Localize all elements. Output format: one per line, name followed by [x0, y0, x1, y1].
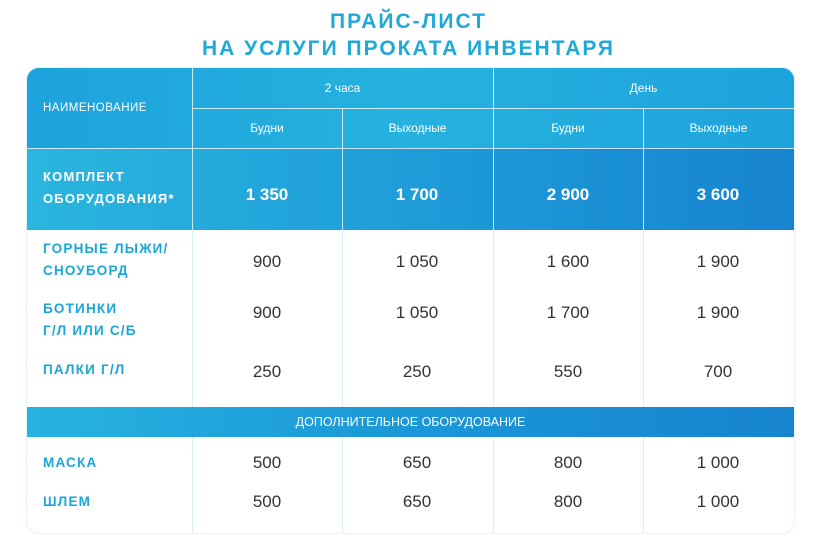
featured-price-weekend-2h: 1 700 — [395, 185, 439, 204]
body-divider — [342, 437, 343, 533]
table-cell-price: 1 000 — [696, 453, 740, 472]
header-divider — [192, 68, 193, 230]
table-cell-price: 650 — [402, 453, 432, 472]
price-table — [27, 68, 794, 533]
body-divider — [643, 437, 644, 533]
header-sub-weekday-2h: Будни — [250, 121, 284, 135]
featured-name-line-2: ОБОРУДОВАНИЯ* — [43, 191, 175, 206]
table-row-name — [43, 298, 137, 342]
header-sub-weekend-2h: Выходные — [388, 121, 447, 135]
header-sub-weekday-day: Будни — [551, 121, 585, 135]
table-cell-price: 1 700 — [546, 303, 590, 322]
table-cell-price: 1 900 — [696, 303, 740, 322]
row-name-line-1: БОТИНКИ — [43, 301, 118, 316]
title-line-2: НА УСЛУГИ ПРОКАТА ИНВЕНТАРЯ — [202, 37, 615, 60]
featured-price-weekday-2h: 1 350 — [245, 185, 289, 204]
header-group-day: День — [629, 81, 658, 95]
table-cell-price: 1 000 — [696, 492, 740, 511]
table-cell-price: 900 — [252, 303, 282, 322]
row-name-line-2: СНОУБОРД — [43, 263, 129, 278]
title-line-1: ПРАЙС-ЛИСТ — [330, 10, 487, 33]
table-cell-price: 500 — [252, 453, 282, 472]
header-divider — [27, 148, 794, 149]
table-row-name — [43, 359, 125, 381]
featured-price-weekend-day: 3 600 — [696, 185, 740, 204]
body-divider — [493, 437, 494, 533]
section-header-additional: ДОПОЛНИТЕЛЬНОЕ ОБОРУДОВАНИЕ — [27, 407, 794, 437]
header-divider — [643, 108, 644, 230]
header-divider — [493, 68, 494, 230]
header-divider — [192, 108, 794, 109]
table-cell-price: 1 050 — [395, 252, 439, 271]
table-cell-price: 250 — [402, 362, 432, 381]
header-name-label: НАИМЕНОВАНИЕ — [43, 102, 147, 114]
row-name-line-2: Г/Л ИЛИ С/Б — [43, 323, 137, 338]
header-divider — [342, 108, 343, 230]
row-name-line-1: ПАЛКИ Г/Л — [43, 362, 126, 377]
table-row-name — [43, 238, 168, 282]
table-cell-price: 1 600 — [546, 252, 590, 271]
row-name-line-1: ГОРНЫЕ ЛЫЖИ/ — [43, 241, 169, 256]
table-cell-price: 800 — [553, 453, 583, 472]
table-row-name: МАСКА — [43, 455, 98, 470]
table-cell-price: 500 — [252, 492, 282, 511]
featured-price-weekday-day: 2 900 — [546, 185, 590, 204]
table-cell-price: 1 900 — [696, 252, 740, 271]
table-row-name: ШЛЕМ — [43, 494, 92, 509]
table-cell-price: 650 — [402, 492, 432, 511]
table-cell-price: 550 — [553, 362, 583, 381]
table-cell-price: 800 — [553, 492, 583, 511]
header-sub-weekend-day: Выходные — [689, 121, 748, 135]
table-cell-price: 1 050 — [395, 303, 439, 322]
table-cell-price: 900 — [252, 252, 282, 271]
header-group-2h: 2 часа — [324, 81, 361, 95]
body-divider — [192, 437, 193, 533]
featured-row-name — [43, 166, 175, 210]
featured-name-line-1: КОМПЛЕКТ — [43, 169, 125, 184]
page-title — [0, 8, 817, 62]
table-cell-price: 250 — [252, 362, 282, 381]
table-cell-price: 700 — [703, 362, 733, 381]
